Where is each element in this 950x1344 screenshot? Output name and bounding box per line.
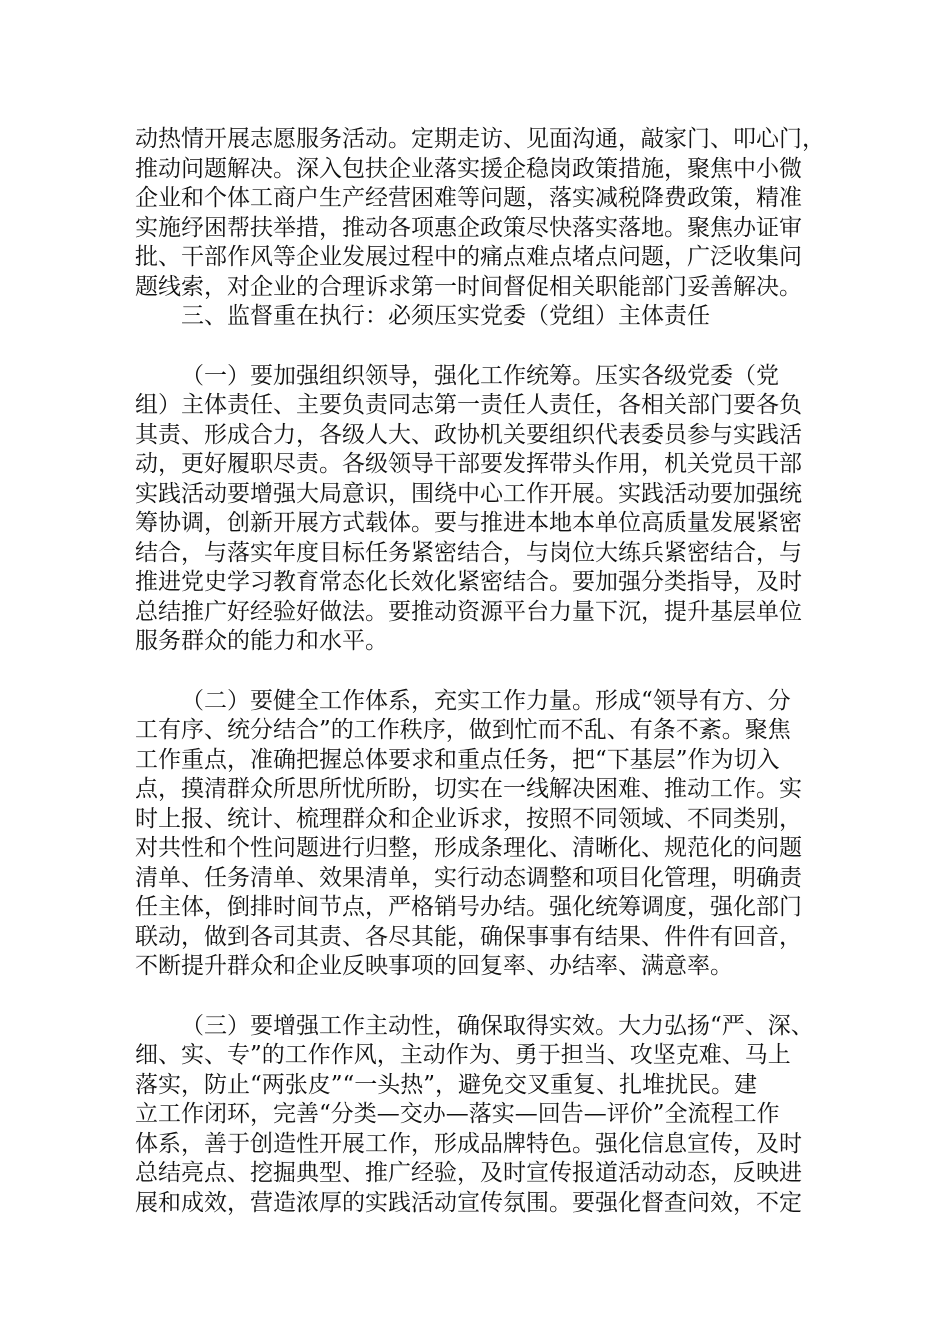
text-line: （三）要增强工作主动性，确保取得实效。大力弘扬“严、深、 bbox=[181, 1012, 814, 1039]
paragraph-section-two bbox=[135, 687, 825, 982]
text-line: 细、实、专”的工作作风，主动作为、勇于担当、攻坚克难、马上 bbox=[135, 1042, 791, 1068]
text-line: 动热情开展志愿服务活动。定期走访、见面沟通，敲家门、叩心门， bbox=[135, 126, 825, 152]
text-line: 总结推广好经验好做法。要推动资源平台力量下沉，提升基层单位 bbox=[135, 598, 802, 625]
text-line: 其责、形成合力，各级人大、政协机关要组织代表委员参与实践活 bbox=[135, 421, 802, 448]
text-line: 清单、任务清单、效果清单，实行动态调整和项目化管理，明确责 bbox=[135, 864, 802, 891]
text-line: 立工作闭环，完善“分类—交办—落实—回告—评价”全流程工作 bbox=[135, 1101, 780, 1127]
text-line: 筹协调，创新开展方式载体。要与推进本地本单位高质量发展紧密 bbox=[135, 510, 802, 536]
text-line: 点，摸清群众所思所忧所盼，切实在一线解决困难、推动工作。实 bbox=[135, 776, 802, 802]
text-line: 题线索，对企业的合理诉求第一时间督促相关职能部门妥善解决。 bbox=[135, 273, 802, 300]
section-heading: 三、监督重在执行：必须压实党委（党组）主体责任 bbox=[181, 303, 710, 329]
text-line: 不断提升群众和企业反映事项的回复率、办结率、满意率。 bbox=[135, 953, 733, 979]
text-line: 服务群众的能力和水平。 bbox=[135, 628, 388, 654]
text-line: 组）主体责任、主要负责同志第一责任人责任，各相关部门要各负 bbox=[135, 392, 802, 418]
text-line: 企业和个体工商户生产经营困难等问题，落实减税降费政策，精准 bbox=[135, 185, 802, 211]
text-line: 工有序、统分结合”的工作秩序，做到忙而不乱、有条不紊。聚焦 bbox=[135, 717, 791, 743]
document-page bbox=[135, 125, 825, 1218]
text-line: 联动，做到各司其责、各尽其能，确保事事有结果、件件有回音， bbox=[135, 923, 802, 950]
paragraph-section-three bbox=[135, 1012, 825, 1219]
text-line: 结合，与落实年度目标任务紧密结合，与岗位大练兵紧密结合，与 bbox=[135, 539, 802, 566]
paragraph-volunteer-service bbox=[135, 125, 825, 302]
text-line: 实践活动要增强大局意识，围绕中心工作开展。实践活动要加强统 bbox=[135, 480, 802, 507]
text-line: 体系，善于创造性开展工作，形成品牌特色。强化信息宣传，及时 bbox=[135, 1130, 802, 1157]
text-line: 工作重点，准确把握总体要求和重点任务，把“下基层”作为切入 bbox=[135, 746, 780, 773]
text-line: 推动问题解决。深入包扶企业落实援企稳岗政策措施，聚焦中小微 bbox=[135, 155, 802, 182]
text-line: 展和成效，营造浓厚的实践活动宣传氛围。要强化督查问效，不定 bbox=[135, 1189, 802, 1216]
text-line: 动，更好履职尽责。各级领导干部要发挥带头作用，机关党员干部 bbox=[135, 451, 802, 477]
paragraph-section-one bbox=[135, 362, 825, 657]
text-line: 实施纾困帮扶举措，推动各项惠企政策尽快落实落地。聚焦办证审 bbox=[135, 214, 802, 241]
text-line: 时上报、统计、梳理群众和企业诉求，按照不同领域、不同类别， bbox=[135, 805, 802, 832]
text-line: 批、干部作风等企业发展过程中的痛点难点堵点问题，广泛收集问 bbox=[135, 244, 802, 270]
text-line: 落实，防止“两张皮”“一头热”，避免交叉重复、扎堆扰民。建 bbox=[135, 1071, 758, 1098]
text-line: 推进党史学习教育常态化长效化紧密结合。要加强分类指导，及时 bbox=[135, 569, 802, 595]
text-line: 总结亮点、挖掘典型、推广经验，及时宣传报道活动动态，反映进 bbox=[135, 1160, 802, 1186]
text-line: （一）要加强组织领导，强化工作统筹。压实各级党委（党 bbox=[181, 362, 779, 389]
text-line: 任主体，倒排时间节点，严格销号办结。强化统筹调度，强化部门 bbox=[135, 894, 802, 920]
text-line: （二）要健全工作体系，充实工作力量。形成“领导有方、分 bbox=[181, 687, 791, 714]
text-line: 对共性和个性问题进行归整，形成条理化、清晰化、规范化的问题 bbox=[135, 835, 802, 861]
